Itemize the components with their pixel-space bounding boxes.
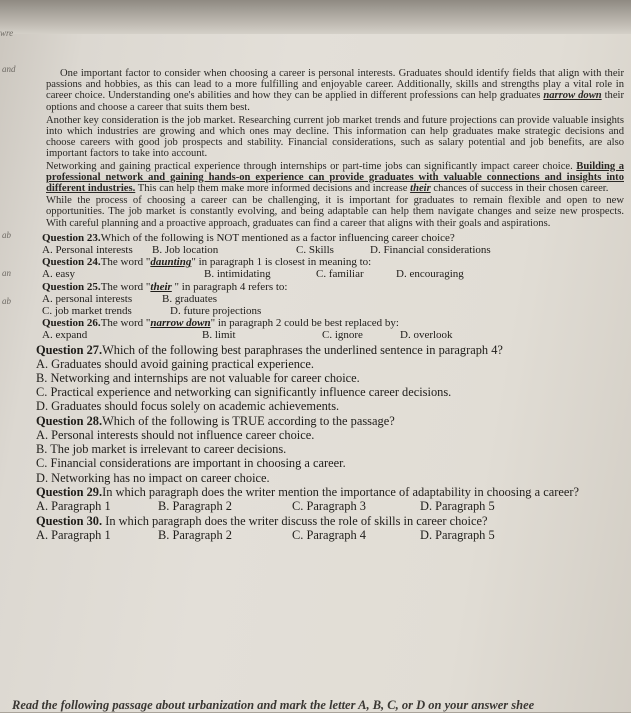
question-27: Question 27.Which of the following best paraphrases the underlined sentence in paragraph 4? A. Graduates should avoid gaining practical experience. B. Networking and internships are not valuable for career choice. C. Practical experience and networking can significantly influence career decisions. D. Graduates should focus solely on academic achievements. <box>34 343 624 414</box>
option-b[interactable]: B. Paragraph 2 <box>158 498 232 513</box>
next-section-instruction: Read the following passage about urbanization and mark the letter A, B, C, or D on your answer shee <box>12 698 535 712</box>
option-c[interactable]: C. familiar <box>316 268 364 281</box>
margin-note: ab <box>2 230 11 240</box>
paragraph-2: One important factor to consider when choosing a career is personal interests. Graduates should identify fields that align with their passions and hobbies, as this can lead to a more fulfilling and enjoyable career. Additionally, skills and strengths play a vital role in career choice. Understanding one's abilities and how they can be applied in different professions can help graduates narrow down their options and choose a career that suits them best. <box>46 68 625 113</box>
question-28: Question 28.Which of the following is TRUE according to the passage? A. Personal interests should not influence career choice. B. The job market is irrelevant to career decisions. C. Financial considerations are important in choosing a career. D. Networking has no impact on career choice. <box>34 414 624 485</box>
question-30: Question 30. In which paragraph does the writer discuss the role of skills in career choice? A. Paragraph 1 B. Paragraph 2 C. Paragraph 4 D. Paragraph 5 <box>36 513 495 542</box>
option-c[interactable]: C. job market trends <box>42 305 132 318</box>
option-d[interactable]: D. Paragraph 5 <box>420 498 495 513</box>
option-a[interactable]: A. Graduates should avoid gaining practical experience. <box>36 356 314 371</box>
reading-passage-section <box>34 68 624 542</box>
option-d[interactable]: D. Graduates should focus solely on academic achievements. <box>36 399 340 414</box>
paragraph-4: Networking and gaining practical experience through internships or part-time jobs can significantly impact career choice. Building a professional network and gaining hands-on experience can provide graduates with valuable connections and insights into different industries. This can help them make more informed decisions and increase their chances of success in their chosen career. <box>46 160 624 195</box>
option-b[interactable]: B. Job location <box>152 244 219 257</box>
option-b[interactable]: B. Paragraph 2 <box>158 527 232 542</box>
option-d[interactable]: D. Paragraph 5 <box>420 527 495 542</box>
question-29: Question 29.In which paragraph does the writer mention the importance of adaptability in choosing a career? A. Paragraph 1 B. Paragraph 2 C. Paragraph 3 D. Paragraph 5 <box>36 484 579 513</box>
option-a[interactable]: A. easy <box>42 268 75 281</box>
margin-note: an <box>2 268 11 278</box>
margin-note: wre <box>0 28 14 38</box>
option-c[interactable]: C. Financial considerations are important in choosing a career. <box>36 456 346 471</box>
narrow-down-term: narrow down <box>543 90 602 102</box>
question-23: Question 23.Which of the following is NOT mentioned as a factor influencing career choice? A. Personal interests B. Job location C. Skills D. Financial considerations <box>42 231 491 257</box>
paragraph-5: While the process of choosing a career can be challenging, it is important for graduates to remain flexible and open to new opportunities. The job market is constantly evolving, and being adaptable can help them navigate changes and seize new prospects. With careful planning and a proactive approach, graduates can find a career that aligns with their goals and aspirations. <box>46 195 624 229</box>
option-c[interactable]: C. Paragraph 3 <box>292 498 366 513</box>
option-c[interactable]: C. Practical experience and networking can significantly influence career decisions. <box>36 385 452 400</box>
margin-note: and <box>2 64 16 74</box>
option-a[interactable]: A. expand <box>42 329 88 342</box>
option-b[interactable]: B. The job market is irrelevant to career decisions. <box>36 442 287 457</box>
question-25: Question 25.The word "their " in paragraph 4 refers to: A. personal interests B. graduates C. job market trends D. future projections <box>42 280 288 318</box>
option-c[interactable]: C. ignore <box>322 329 363 342</box>
their-term: their <box>410 183 431 195</box>
option-a[interactable]: A. Paragraph 1 <box>36 527 111 542</box>
option-c[interactable]: C. Skills <box>296 244 334 257</box>
underlined-sentence: Building a professional network and gaining hands-on experience can provide graduates with valuable connections and insights into different industries. <box>46 160 624 195</box>
option-a[interactable]: A. personal interests <box>42 292 133 305</box>
option-c[interactable]: C. Paragraph 4 <box>292 527 366 542</box>
option-a[interactable]: A. Personal interests <box>42 244 133 257</box>
option-b[interactable]: B. Networking and internships are not valuable for career choice. <box>36 371 360 386</box>
option-b[interactable]: B. intimidating <box>204 268 271 281</box>
option-d[interactable]: D. overlook <box>400 329 453 342</box>
margin-note: ab <box>2 296 11 306</box>
option-d[interactable]: D. future projections <box>170 305 262 318</box>
option-a[interactable]: A. Personal interests should not influence career choice. <box>36 427 315 442</box>
option-d[interactable]: D. Networking has no impact on career choice. <box>36 470 270 485</box>
question-26: Question 26.The word "narrow down" in paragraph 2 could be best replaced by: A. expand B. limit C. ignore D. overlook <box>42 317 453 342</box>
option-b[interactable]: B. graduates <box>162 292 217 305</box>
option-a[interactable]: A. Paragraph 1 <box>36 498 111 513</box>
option-d[interactable]: D. Financial considerations <box>370 244 491 257</box>
option-b[interactable]: B. limit <box>202 329 236 342</box>
page-top-shadow <box>0 0 631 34</box>
paragraph-3: Another key consideration is the job market. Researching current job market trends and future projections can provide valuable insights into which industries are growing and which ones may decline. This information can help graduates make strategic decisions and choose careers with good job prospects and stability. Financial considerations, such as salary potential and job benefits, are also important factors to take into account. <box>46 114 624 160</box>
question-24: Question 24.The word "daunting" in paragraph 1 is closest in meaning to: A. easy B. intimidating C. familiar D. encouraging <box>42 256 464 281</box>
option-d[interactable]: D. encouraging <box>396 268 464 281</box>
